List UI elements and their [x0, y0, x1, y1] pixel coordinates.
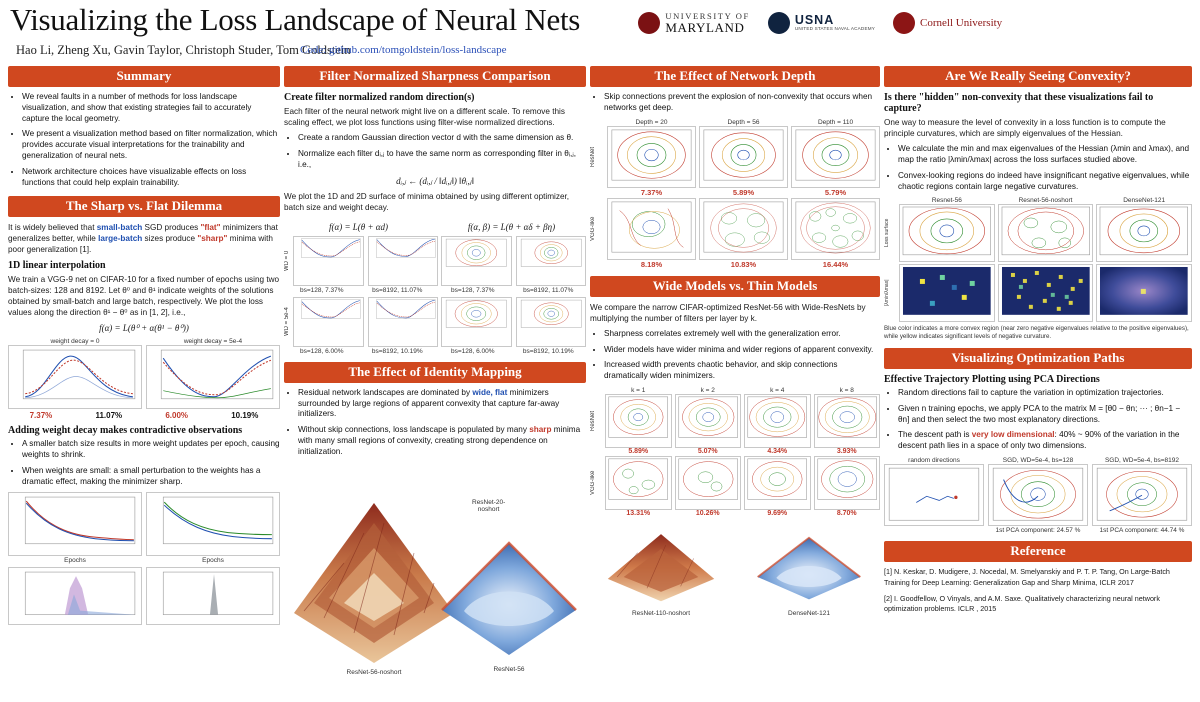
plot-1d-wd5e4 [146, 345, 280, 409]
surface-resnet56 [434, 515, 584, 665]
usna-logo [768, 12, 875, 34]
plot-1d-fn-wd5e4-small [293, 297, 364, 347]
pct-depth-resnet-110: 5.79% [824, 187, 847, 197]
svg-convexity-eig-densenet121 [1097, 265, 1191, 321]
trajectory-plot-grid [884, 457, 1192, 526]
trajectory-axis-bs128: 1st PCA component: 24.57 % [995, 527, 1081, 535]
plot-wide-vgg-k1 [605, 456, 672, 510]
convexity-header: Are We Really Seeing Convexity? [884, 66, 1192, 87]
svg-1d-fn-wd0-small [294, 237, 362, 262]
umd-seal-icon [638, 12, 660, 34]
col3-surface-gallery [590, 521, 880, 617]
wide-header-k4: k = 4 [770, 387, 785, 395]
svg-2d-fn-wd5e4-small [442, 298, 510, 331]
plot-1d-wd5e4-svg [147, 346, 279, 409]
pct-wide-vgg-k8: 8.70% [836, 510, 857, 518]
section-filter-norm [284, 66, 586, 355]
wide-row-label-resnet: ResNet [590, 411, 596, 432]
cornell-logo [893, 12, 1192, 34]
plot-weight-hist-wd5e4-svg [147, 568, 279, 625]
svg-wide-vgg-k1 [606, 457, 670, 505]
plot-weight-hist-wd0 [8, 567, 142, 625]
pct-wide-vgg-k4: 9.69% [767, 510, 788, 518]
filter-norm-caption-row-2 [284, 348, 586, 355]
caption-resnet56-noshort: ResNet-56-noshort [346, 668, 402, 676]
equation-1d-interp: f(α) = L(θ⁰ + α(θ¹ − θ⁰)) [99, 323, 189, 334]
wide-row-label-vgg: VGG-like [590, 470, 596, 496]
axis-label-epochs-left: Epochs [64, 557, 86, 565]
sharp-flat-intro: It is widely believed that small-batch SGD produces "flat" minimizers that generalizes better, while large-batch sizes produce "sharp" minima with poor generalization [1]. [8, 222, 278, 254]
usna-logo-line2: UNITED STATES NAVAL ACADEMY [794, 26, 875, 32]
svg-convexity-eig-resnet56-noshort [999, 265, 1093, 321]
sharp-flat-sub2: Adding weight decay makes contradictive observations [8, 425, 243, 437]
svg-1d-fn-wd0-large [369, 237, 437, 262]
list-item: • Create a random Gaussian direction vector d with the same dimension as θ. [298, 133, 586, 144]
caption-fn-wd0-right: bs=8192, 11.07% [372, 286, 423, 294]
code-link[interactable]: Code: github.com/tomgoldstein/loss-landscape [300, 44, 507, 56]
depth-row-resnet [590, 126, 880, 188]
caption-fn2d-wd0-right: bs=8192, 11.07% [523, 286, 574, 294]
page-title: Visualizing the Loss Landscape of Neural Nets [10, 2, 581, 37]
depth-header-56: Depth = 56 [727, 118, 760, 126]
plot-convexity-eig-densenet121 [1096, 264, 1192, 322]
svg-depth-resnet-56 [700, 127, 787, 185]
filter-norm-caption-row-1 [284, 287, 586, 294]
cornell-seal-icon [893, 12, 915, 34]
svg-wide-vgg-k4 [745, 457, 809, 505]
sharp-flat-p1: We train a VGG-9 net on CIFAR-10 for a fixed number of epochs using two batch-sizes: 128 and 8192. Let θ⁰ and θ¹ indicate weights of the solutions obtained by small-batch and large batch, respectively. We plot the loss values along the direction θ¹ − θ⁰ as in [1, 2], i.e., [8, 274, 280, 317]
svg-trajectory-bs128 [989, 465, 1087, 526]
list-item: • Convex-looking regions do indeed have insignificant negative eigenvalues, while chaotic regions contain large negative curvatures. [898, 171, 1192, 193]
depth-pct-resnet [590, 188, 880, 197]
plot-trajectory-bs8192 [1092, 464, 1192, 526]
depth-header: The Effect of Network Depth [590, 66, 880, 87]
caption-fn2d-wd5e4-right: bs=8192, 10.19% [522, 347, 574, 355]
summary-header: Summary [8, 66, 280, 87]
plot-convexity-loss-resnet56 [899, 204, 995, 262]
trajectory-sub1: Effective Trajectory Plotting using PCA Directions [884, 373, 1100, 385]
svg-wide-vgg-k8 [815, 457, 879, 505]
plot-test-error-wd0-svg [9, 493, 141, 556]
wide-thin-row-resnet [590, 394, 880, 448]
section-wide-thin [590, 276, 880, 617]
filter-norm-row-wd0 [284, 236, 586, 286]
filter-norm-1d-wd5e4 [293, 297, 438, 347]
plot-2d-fn-wd0-large [516, 236, 587, 286]
svg-depth-vgg-110 [792, 199, 879, 257]
list-item: • Skip connections prevent the explosion of non-convexity that occurs when networks get deep. [604, 92, 880, 114]
depth-pct-vgg [590, 260, 880, 269]
svg-wide-resnet-k4 [745, 395, 809, 443]
plot-1d-wd0-svg [9, 346, 141, 409]
reference-item-1: [1] N. Keskar, D. Mudigere, J. Nocedal, M. Smelyanskiy and P. T. P. Tang, On Large-Batch Training for Deep Learning: Generalization Gap and Sharp Minima, ICLR 2017 [884, 567, 1170, 587]
identity-header: The Effect of Identity Mapping [284, 362, 586, 383]
caption-fn-wd0-left: bs=128, 7.37% [299, 286, 344, 294]
equation-2d-surface: f(α, β) = L(θ + αδ + βη) [467, 221, 556, 232]
filter-norm-eq-row [284, 218, 586, 236]
caption-densenet121: DenseNet-121 [788, 610, 830, 618]
pct-wide-resnet-k2: 5.07% [697, 448, 718, 456]
svg-wide-resnet-k2 [676, 395, 740, 443]
cornell-logo-line1: Cornell University [920, 16, 1003, 29]
convexity-row-eig [884, 264, 1192, 322]
wide-thin-bullets [590, 329, 880, 382]
weight-hist-grid [8, 567, 280, 625]
plot-2d-fn-wd0-small [441, 236, 512, 286]
wide-thin-p1: We compare the narrow CIFAR-optimized ResNet-56 with Wide-ResNets by multiplying the number of filters per layer by k. [590, 302, 866, 323]
pct-wide-resnet-k8: 3.93% [836, 448, 857, 456]
convexity-row-loss [884, 204, 1192, 262]
wide-thin-header: Wide Models vs. Thin Models [590, 276, 880, 297]
sharp-flat-sub1: 1D linear interpolation [8, 259, 106, 271]
plot-depth-resnet-20 [607, 126, 696, 188]
wide-thin-row-vgg [590, 456, 880, 510]
caption-fn-wd5e4-left: bs=128, 6.00% [299, 347, 344, 355]
poster-header [0, 0, 1200, 62]
convexity-header-resnet56-noshort: Resnet-56-noshort [1018, 197, 1073, 205]
sharp-flat-bullets [8, 439, 280, 487]
depth-row-vgg [590, 198, 880, 260]
depth-bullets [590, 92, 880, 114]
svg-2d-fn-wd5e4-large [517, 298, 585, 331]
filter-norm-p1: Each filter of the neural network might live on a different scale. To remove this scaling effect, we plot loss functions using filter-wise normalized directions. [284, 107, 565, 128]
plot-convexity-loss-densenet121 [1096, 204, 1192, 262]
trajectory-title-bs8192: SGD, WD=5e-4, bs=8192 [1104, 457, 1180, 465]
plot-convexity-eig-resnet56 [899, 264, 995, 322]
sharp-flat-header: The Sharp vs. Flat Dilemma [8, 196, 280, 217]
plot-title-wd5e4: weight decay = 5e-4 [183, 338, 243, 346]
svg-convexity-loss-resnet56-noshort [999, 205, 1093, 261]
plot-wide-resnet-k8 [814, 394, 881, 448]
svg-depth-vgg-20 [608, 199, 695, 257]
identity-surface-gallery [284, 463, 586, 695]
depth-header-110: Depth = 110 [817, 118, 854, 126]
usna-logo-line1: USNA [794, 13, 835, 28]
row-label-wd0: WD = 0 [284, 250, 290, 271]
author-list: Hao Li, Zheng Xu, Gavin Taylor, Christoph Studer, Tom Goldstein [16, 43, 351, 57]
list-item: • Without skip connections, loss landscape is populated by many sharp minima with many small regions of convexity, creating strong dependence on initialization. [298, 425, 586, 457]
list-item: • Residual network landscapes are dominated by wide, flat minimizers surrounded by large regions of apparent convexity that capture far-away initializers. [298, 388, 586, 420]
column-1 [8, 66, 280, 632]
convexity-col-headers [884, 197, 1192, 204]
svg-depth-resnet-110 [792, 127, 879, 185]
umd-logo [638, 12, 749, 35]
surface-resnet110-noshort-svg [590, 521, 732, 605]
plot-depth-vgg-20 [607, 198, 696, 260]
plot-1d-wd0 [8, 345, 142, 409]
list-item: • Increased width prevents chaotic behavior, and skip connections dramatically widen minimizers. [604, 360, 880, 382]
list-item: • Sharpness correlates extremely well with the generalization error. [604, 329, 880, 340]
plot-weight-hist-wd0-svg [9, 568, 141, 625]
filter-norm-2d-wd0 [441, 236, 586, 286]
pct-depth-vgg-20: 8.18% [640, 259, 663, 269]
plot-test-error-wd5e4 [146, 492, 280, 556]
surface-densenet121-svg [738, 521, 880, 605]
svg-convexity-eig-resnet56 [900, 265, 994, 321]
depth-row-label-vgg: VGG-like [590, 216, 596, 241]
pct-wd5e4-small: 6.00% [165, 411, 189, 421]
wd-plot-grid [8, 338, 280, 409]
svg-wide-resnet-k1 [606, 395, 670, 443]
axis-label-epochs-right: Epochs [202, 557, 224, 565]
plot-convexity-loss-resnet56-noshort [998, 204, 1094, 262]
filter-norm-header: Filter Normalized Sharpness Comparison [284, 66, 586, 87]
section-convexity [884, 66, 1192, 341]
list-item: • Normalize each filter dᵢ,ⱼ to have the same norm as corresponding filter in θᵢ,ⱼ, i.e., [298, 149, 586, 171]
caption-fn2d-wd5e4-left: bs=128, 6.00% [450, 347, 495, 355]
section-sharp-flat [8, 196, 280, 626]
pct-wide-resnet-k4: 4.34% [767, 448, 788, 456]
column-2 [284, 66, 586, 702]
reference-item-2: [2] I. Goodfellow, O Vinyals, and A.M. Saxe. Qualitatively characterizing neural network optimization problems. ICLR , 2015 [884, 593, 1160, 614]
plot-1d-fn-wd0-small [293, 236, 364, 286]
svg-trajectory-random [885, 465, 983, 526]
pct-wide-vgg-k1: 13.31% [626, 510, 651, 518]
convexity-row-label-eig: |λmin/λmax| [884, 280, 890, 307]
list-item: • We reveal faults in a number of methods for loss landscape visualization, and show that existing strategies fail to accurately capture the local geometry. [22, 92, 280, 124]
equation-1d-surface: f(α) = L(θ + αd) [328, 221, 388, 232]
filter-norm-row-wd5e4 [284, 297, 586, 347]
pct-depth-vgg-110: 16.44% [822, 259, 849, 269]
plot-test-error-wd0 [8, 492, 142, 556]
section-reference [884, 541, 1192, 615]
convexity-header-resnet56: Resnet-56 [931, 197, 962, 205]
section-identity [284, 362, 586, 695]
section-summary [8, 66, 280, 189]
umd-logo-line2: MARYLAND [665, 19, 745, 35]
plot-wide-resnet-k2 [675, 394, 742, 448]
plot-trajectory-random [884, 464, 984, 526]
plot-test-error-wd5e4-svg [147, 493, 279, 556]
pct-depth-vgg-56: 10.83% [730, 259, 757, 269]
svg-trajectory-bs8192 [1093, 465, 1191, 526]
caption-fn-wd5e4-right: bs=8192, 10.19% [371, 347, 423, 355]
summary-bullets [8, 92, 280, 189]
caption-fn2d-wd0-left: bs=128, 7.37% [450, 286, 495, 294]
depth-row-label-resnet: ResNet [590, 146, 596, 167]
svg-1d-fn-wd5e4-large [369, 298, 437, 323]
list-item: • A smaller batch size results in more weight updates per epoch, causing weights to shrink. [22, 439, 280, 461]
list-item: • Random directions fail to capture the variation in optimization trajectories. [898, 388, 1192, 399]
wide-header-k8: k = 8 [839, 387, 854, 395]
svg-2d-fn-wd0-large [517, 237, 585, 270]
plot-1d-fn-wd5e4-large [368, 297, 439, 347]
svg-convexity-loss-densenet121 [1097, 205, 1191, 261]
trajectory-title-random: random directions [908, 457, 960, 465]
section-depth [590, 66, 880, 269]
column-3 [590, 66, 880, 624]
caption-resnet110-noshort: ResNet-110-noshort [631, 610, 691, 618]
list-item: • We present a visualization method based on filter normalization, which provides accurate visual interpretations for the trainability and generalization of neural nets. [22, 129, 280, 161]
reference-header: Reference [884, 541, 1192, 562]
wide-header-k2: k = 2 [700, 387, 715, 395]
plot-depth-vgg-110 [791, 198, 880, 260]
svg-convexity-loss-resnet56 [900, 205, 994, 261]
umd-logo-line1: UNIVERSITY OF [665, 11, 750, 21]
equation-filter-norm: dᵢ,ⱼ ← (dᵢ,ⱼ / ‖dᵢ,ⱼ‖) ‖θᵢ,ⱼ‖ [396, 175, 474, 186]
convexity-caption: Blue color indicates a more convex region (near zero negative eigenvalues relative to the positive eigenvalues), while yellow indicates significant levels of negative curvature. [884, 325, 1189, 341]
depth-header-20: Depth = 20 [635, 118, 668, 126]
pct-wd0-small: 7.37% [29, 411, 53, 421]
logo-group [638, 12, 1192, 35]
sharp-flat-pct-row [8, 411, 280, 420]
list-item: • Given n training epochs, we apply PCA to the matrix M = [θ0 − θn; ··· ; θn−1 − θn] and then select the two most explanatory directions. [898, 404, 1192, 426]
list-item: • Wider models have wider minima and wider regions of apparent convexity. [604, 345, 880, 356]
plot-wide-vgg-k4 [744, 456, 811, 510]
list-item: • The descent path is very low dimensional: 40% ~ 90% of the variation in the descent path lies in a space of only two dimensions. [898, 430, 1192, 452]
plot-2d-fn-wd5e4-small [441, 297, 512, 347]
plot-wide-vgg-k8 [814, 456, 881, 510]
pct-wide-resnet-k1: 5.89% [628, 448, 649, 456]
list-item: • When weights are small: a small perturbation to the weights has a dramatic effect, making the minimizer sharp. [22, 466, 280, 488]
filter-norm-1d-wd0 [293, 236, 438, 286]
wide-header-k1: k = 1 [631, 387, 646, 395]
list-item: • Network architecture choices have visualizable effects on loss functions that could help explain trainability. [22, 167, 280, 189]
plot-trajectory-bs128 [988, 464, 1088, 526]
svg-1d-fn-wd5e4-small [294, 298, 362, 323]
pct-depth-resnet-56: 5.89% [732, 187, 755, 197]
plot-1d-fn-wd0-large [368, 236, 439, 286]
filter-norm-2d-wd5e4 [441, 297, 586, 347]
wide-pct-resnet [590, 448, 880, 455]
plot-2d-fn-wd5e4-large [516, 297, 587, 347]
pct-depth-resnet-20: 7.37% [640, 187, 663, 197]
filter-norm-bullets [284, 133, 586, 170]
svg-wide-resnet-k8 [815, 395, 879, 443]
pct-wd5e4-large: 10.19% [231, 411, 259, 421]
depth-col-headers [590, 119, 880, 126]
usna-seal-icon [768, 12, 790, 34]
plot-convexity-eig-resnet56-noshort [998, 264, 1094, 322]
column-4 [884, 66, 1192, 622]
list-item: • We calculate the min and max eigenvalues of the Hessian (λmin and λmax), and map the ratio |λmin/λmax| across the loss surfaces studied above. [898, 144, 1192, 166]
convexity-question: Is there "hidden" non-convexity that these visualizations fail to capture? [884, 92, 1154, 114]
plot-depth-vgg-56 [699, 198, 788, 260]
plot-depth-resnet-56 [699, 126, 788, 188]
caption-resnet56: ResNet-56 [493, 665, 525, 673]
convexity-row-label-loss: Loss surface [884, 219, 890, 248]
surface-resnet56-svg [434, 515, 584, 665]
filter-norm-p2: We plot the 1D and 2D surface of minima obtained by using different optimizer, batch size and weight decay. [284, 191, 570, 212]
plot-wide-resnet-k1 [605, 394, 672, 448]
plot-depth-resnet-110 [791, 126, 880, 188]
identity-bullets [284, 388, 586, 458]
trajectory-title-bs128: SGD, WD=5e-4, bs=128 [1002, 457, 1074, 465]
pct-wd0-large: 11.07% [95, 411, 123, 421]
wide-pct-vgg [590, 510, 880, 517]
plot-weight-hist-wd5e4 [146, 567, 280, 625]
trajectory-axis-bs8192: 1st PCA component: 44.74 % [1099, 527, 1185, 535]
plot-title-wd0: weight decay = 0 [50, 338, 100, 346]
section-trajectory [884, 348, 1192, 534]
convexity-bullets [884, 144, 1192, 192]
filter-norm-sub1: Create filter normalized random direction(s) [284, 92, 475, 103]
trajectory-bullets [884, 388, 1192, 452]
svg-depth-resnet-20 [608, 127, 695, 185]
training-curve-legend-row [8, 557, 280, 564]
training-curve-grid [8, 492, 280, 556]
plot-wide-vgg-k2 [675, 456, 742, 510]
convexity-header-densenet121: DenseNet-121 [1123, 197, 1166, 205]
trajectory-axis-row [884, 527, 1192, 534]
caption-resnet20-noshort: ResNet-20- noshort [472, 498, 506, 513]
plot-wide-resnet-k4 [744, 394, 811, 448]
svg-2d-fn-wd0-small [442, 237, 510, 270]
wide-thin-col-headers [590, 387, 880, 394]
svg-depth-vgg-56 [700, 199, 787, 257]
trajectory-header: Visualizing Optimization Paths [884, 348, 1192, 369]
pct-wide-vgg-k2: 10.26% [695, 510, 720, 518]
svg-wide-vgg-k2 [676, 457, 740, 505]
row-label-wd5e4: WD = 5e-4 [284, 307, 290, 337]
convexity-p1: One way to measure the level of convexity in a loss function is to compute the principle curvatures, which are simply eigenvalues of the Hessian. [884, 118, 1166, 139]
